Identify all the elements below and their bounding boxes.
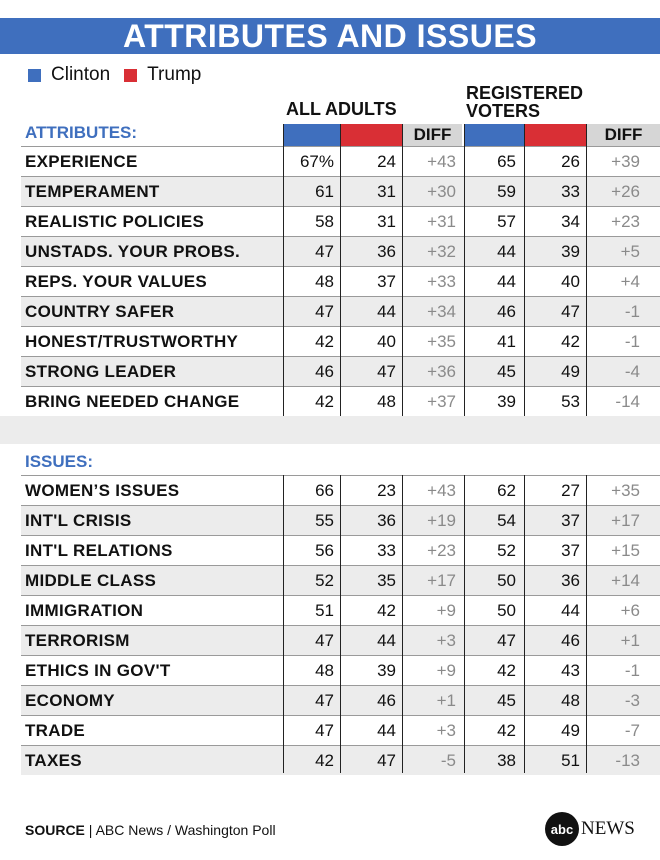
column-rule: [524, 475, 525, 773]
cell-rv-c: 62: [497, 481, 516, 500]
cell-aa-c: 46: [315, 362, 334, 381]
cell-rv-c: 59: [497, 182, 516, 201]
cell-aa-c: 47: [315, 721, 334, 740]
column-rule: [340, 475, 341, 773]
cell-rv-c: 42: [497, 721, 516, 740]
cell-rv-c: 44: [497, 272, 516, 291]
row-label: STRONG LEADER: [25, 362, 177, 381]
cell-aa-d: +17: [427, 571, 456, 590]
cell-rv-d: -1: [624, 661, 640, 680]
cell-aa-t: 23: [377, 481, 396, 500]
cell-rv-t: 37: [561, 541, 580, 560]
cell-aa-t: 48: [377, 392, 396, 411]
cell-aa-c: 42: [315, 392, 334, 411]
cell-aa-t: 31: [377, 182, 396, 201]
cell-rv-c: 45: [497, 691, 516, 710]
chart-title: ATTRIBUTES AND ISSUES: [0, 18, 660, 54]
group-registered-voters: [466, 84, 583, 120]
header-rv-trump: [525, 124, 586, 146]
cell-aa-d: +32: [427, 242, 456, 261]
column-rule: [464, 475, 465, 773]
cell-rv-d: -7: [624, 721, 640, 740]
cell-rv-d: -3: [624, 691, 640, 710]
cell-aa-d: +9: [436, 661, 456, 680]
row-label: TAXES: [25, 751, 82, 770]
cell-aa-t: 24: [377, 152, 396, 171]
row-label: COUNTRY SAFER: [25, 302, 175, 321]
cell-rv-c: 54: [497, 511, 516, 530]
section-attributes: ATTRIBUTES:: [25, 123, 138, 142]
source-line: [25, 822, 276, 838]
row-label: ETHICS IN GOV'T: [25, 661, 171, 680]
column-rule: [340, 124, 341, 416]
cell-aa-t: 44: [377, 631, 396, 650]
legend-clinton: [28, 64, 110, 86]
cell-rv-c: 45: [497, 362, 516, 381]
cell-aa-c: 58: [315, 212, 334, 231]
cell-rv-d: -1: [624, 302, 640, 321]
cell-rv-t: 42: [561, 332, 580, 351]
row-label: ECONOMY: [25, 691, 115, 710]
source-sep: |: [88, 822, 93, 838]
group-registered-line1: REGISTERED: [466, 83, 584, 103]
section-issues: ISSUES:: [25, 452, 94, 471]
row-label: INT'L RELATIONS: [25, 541, 173, 560]
cell-aa-t: 44: [377, 302, 396, 321]
cell-rv-c: 39: [497, 392, 516, 411]
row-label: REALISTIC POLICIES: [25, 212, 205, 231]
cell-aa-d: +19: [427, 511, 456, 530]
cell-rv-c: 47: [497, 631, 516, 650]
legend-label-trump: Trump: [147, 64, 202, 85]
cell-rv-c: 38: [497, 751, 516, 770]
column-rule: [283, 475, 284, 773]
cell-rv-t: 40: [561, 272, 580, 291]
cell-aa-t: 36: [377, 242, 396, 261]
cell-aa-d: +37: [427, 392, 456, 411]
cell-aa-d: +36: [427, 362, 456, 381]
row-label: TEMPERAMENT: [25, 182, 160, 201]
cell-rv-d: +15: [611, 541, 640, 560]
cell-rv-d: +6: [620, 601, 640, 620]
row-label: HONEST/TRUSTWORTHY: [25, 332, 239, 351]
cell-rv-d: +23: [611, 212, 640, 231]
cell-aa-c: 61: [315, 182, 334, 201]
legend-label-clinton: Clinton: [51, 64, 111, 85]
cell-aa-d: +30: [427, 182, 456, 201]
cell-rv-t: 27: [561, 481, 580, 500]
cell-rv-d: +1: [620, 631, 640, 650]
row-label: TRADE: [25, 721, 86, 740]
cell-aa-t: 31: [377, 212, 396, 231]
cell-rv-t: 51: [561, 751, 580, 770]
cell-rv-c: 44: [497, 242, 516, 261]
cell-aa-t: 46: [377, 691, 396, 710]
cell-rv-d: +4: [620, 272, 640, 291]
cell-aa-c: 51: [315, 601, 334, 620]
cell-aa-c: 56: [315, 541, 334, 560]
abc-news-logo: [545, 812, 635, 846]
cell-rv-t: 34: [561, 212, 580, 231]
cell-aa-c: 48: [315, 272, 334, 291]
cell-aa-t: 47: [377, 362, 396, 381]
cell-aa-t: 39: [377, 661, 396, 680]
cell-rv-t: 44: [561, 601, 580, 620]
cell-aa-t: 47: [377, 751, 396, 770]
group-all-adults: ALL ADULTS: [286, 99, 397, 119]
top-rule: [0, 0, 660, 4]
cell-rv-t: 47: [561, 302, 580, 321]
row-label: UNSTADS. YOUR PROBS.: [25, 242, 241, 261]
cell-rv-d: +26: [611, 182, 640, 201]
row-label: BRING NEEDED CHANGE: [25, 392, 240, 411]
cell-rv-d: -14: [615, 392, 640, 411]
cell-rv-d: -4: [624, 362, 640, 381]
cell-rv-t: 26: [561, 152, 580, 171]
cell-rv-t: 46: [561, 631, 580, 650]
cell-rv-t: 53: [561, 392, 580, 411]
cell-rv-d: +17: [611, 511, 640, 530]
cell-rv-t: 39: [561, 242, 580, 261]
cell-aa-t: 35: [377, 571, 396, 590]
header-aa-trump: [341, 124, 402, 146]
cell-rv-t: 49: [561, 362, 580, 381]
header-rv-diff: DIFF: [587, 124, 660, 146]
column-rule: [586, 475, 587, 773]
cell-rv-t: 36: [561, 571, 580, 590]
abc-logo-word: NEWS: [581, 818, 635, 839]
cell-aa-c: 42: [315, 751, 334, 770]
cell-rv-t: 37: [561, 511, 580, 530]
cell-aa-d: +43: [427, 152, 456, 171]
row-label: IMMIGRATION: [25, 601, 144, 620]
cell-aa-t: 40: [377, 332, 396, 351]
cell-rv-d: +39: [611, 152, 640, 171]
section-divider: [0, 416, 660, 444]
cell-rv-c: 41: [497, 332, 516, 351]
legend-swatch-trump: [124, 69, 137, 82]
cell-aa-c: 48: [315, 661, 334, 680]
column-rule: [402, 475, 403, 773]
cell-aa-c: 52: [315, 571, 334, 590]
column-rule: [524, 124, 525, 416]
cell-aa-c: 47: [315, 631, 334, 650]
column-rule: [586, 124, 587, 416]
cell-rv-c: 42: [497, 661, 516, 680]
cell-rv-c: 50: [497, 571, 516, 590]
cell-rv-t: 49: [561, 721, 580, 740]
cell-aa-d: +35: [427, 332, 456, 351]
cell-rv-d: +14: [611, 571, 640, 590]
cell-rv-d: -1: [624, 332, 640, 351]
column-rule: [402, 124, 403, 416]
cell-aa-c: 67%: [299, 152, 334, 171]
cell-aa-d: +1: [436, 691, 456, 710]
header-aa-diff: DIFF: [403, 124, 462, 146]
group-registered-line2: VOTERS: [466, 101, 541, 121]
cell-rv-c: 65: [497, 152, 516, 171]
cell-aa-d: +9: [436, 601, 456, 620]
cell-rv-d: +5: [620, 242, 640, 261]
cell-aa-d: +23: [427, 541, 456, 560]
cell-rv-c: 46: [497, 302, 516, 321]
cell-aa-c: 47: [315, 302, 334, 321]
abc-logo-mark: abc: [545, 812, 579, 846]
cell-aa-c: 55: [315, 511, 334, 530]
column-rule: [283, 124, 284, 416]
column-rule: [464, 124, 465, 416]
cell-rv-t: 48: [561, 691, 580, 710]
legend-swatch-clinton: [28, 69, 41, 82]
source-text: ABC News / Washington Poll: [95, 822, 276, 838]
legend-trump: [124, 64, 201, 86]
source-label: SOURCE: [25, 822, 85, 838]
cell-aa-c: 47: [315, 691, 334, 710]
cell-aa-d: +3: [436, 721, 456, 740]
cell-aa-c: 42: [315, 332, 334, 351]
legend: [28, 64, 215, 86]
cell-rv-t: 33: [561, 182, 580, 201]
cell-aa-d: +33: [427, 272, 456, 291]
cell-rv-t: 43: [561, 661, 580, 680]
cell-rv-c: 52: [497, 541, 516, 560]
cell-aa-c: 47: [315, 242, 334, 261]
row-label: EXPERIENCE: [25, 152, 138, 171]
cell-aa-d: -5: [440, 751, 456, 770]
cell-aa-c: 66: [315, 481, 334, 500]
cell-rv-c: 50: [497, 601, 516, 620]
cell-aa-d: +43: [427, 481, 456, 500]
cell-aa-d: +31: [427, 212, 456, 231]
cell-rv-d: +35: [611, 481, 640, 500]
cell-rv-c: 57: [497, 212, 516, 231]
cell-aa-t: 36: [377, 511, 396, 530]
row-label: INT'L CRISIS: [25, 511, 132, 530]
row-label: WOMEN’S ISSUES: [25, 481, 180, 500]
cell-rv-d: -13: [615, 751, 640, 770]
row-label: TERRORISM: [25, 631, 130, 650]
cell-aa-t: 33: [377, 541, 396, 560]
cell-aa-d: +34: [427, 302, 456, 321]
row-label: MIDDLE CLASS: [25, 571, 157, 590]
cell-aa-t: 42: [377, 601, 396, 620]
row-label: REPS. YOUR VALUES: [25, 272, 208, 291]
cell-aa-t: 37: [377, 272, 396, 291]
header-rv-clinton: [465, 124, 524, 146]
header-aa-clinton: [284, 124, 340, 146]
cell-aa-d: +3: [436, 631, 456, 650]
cell-aa-t: 44: [377, 721, 396, 740]
